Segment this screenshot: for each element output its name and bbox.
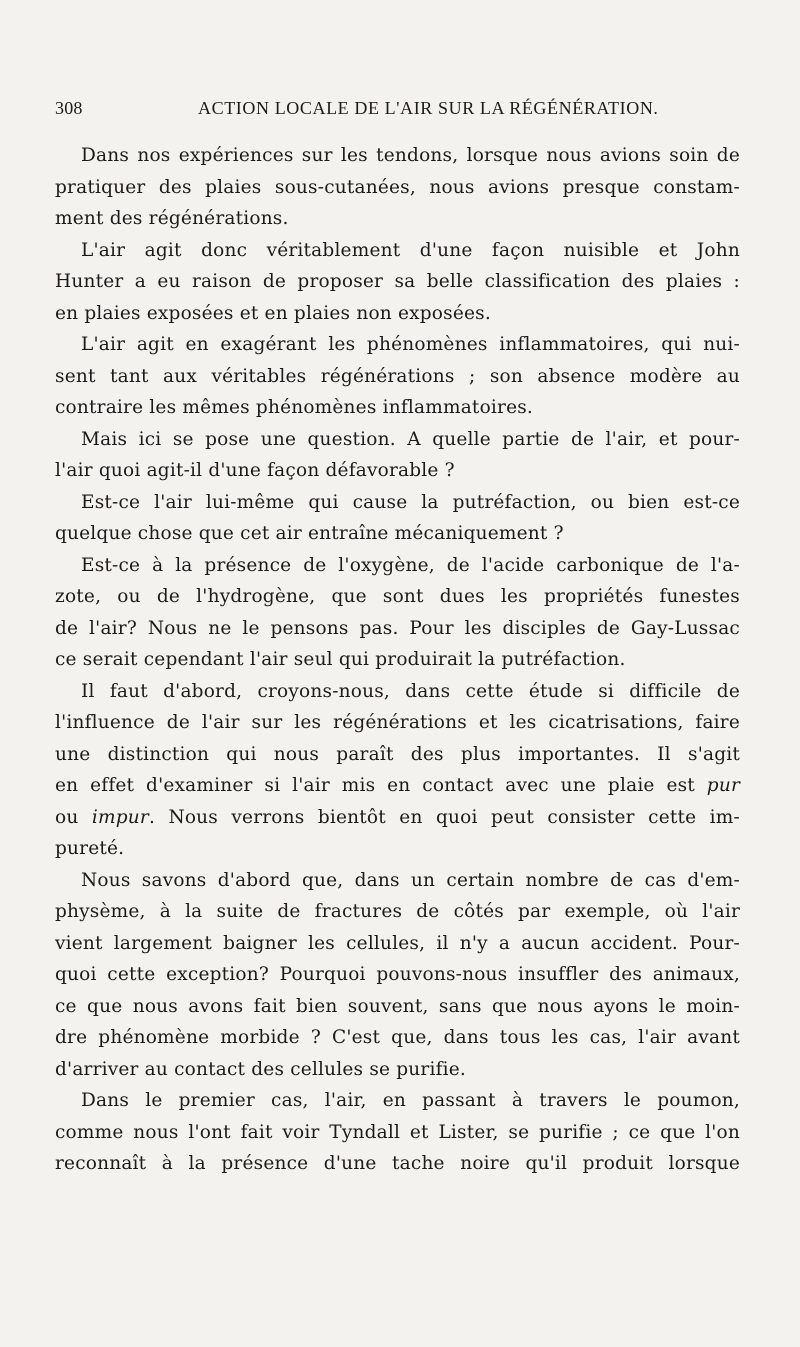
italic-word: impur — [91, 806, 149, 828]
text-line: vient largement baigner les cellules, il n'y a aucun accident. Pour- — [55, 932, 740, 954]
text-line: quoi cette exception? Pourquoi pouvons-nous insuffler des animaux, — [55, 964, 740, 985]
text-line: ce serait cependant l'air seul qui produirait la putréfaction. — [55, 649, 626, 670]
text-line: L'air agit donc véritablement d'une façon nuisible et John — [81, 239, 740, 261]
text-line: l'influence de l'air sur les régénérations et les cicatrisations, faire — [55, 712, 740, 733]
text-line: Hunter a eu raison de proposer sa belle classification des plaies : — [55, 271, 740, 292]
text-line: Est-ce l'air lui-même qui cause la putréfaction, ou bien est-ce — [81, 491, 740, 513]
text-line: Est-ce à la présence de l'oxygène, de l'acide carbonique de l'a- — [81, 554, 740, 576]
text-line: quelque chose que cet air entraîne mécaniquement ? — [55, 523, 564, 544]
text-line: l'air quoi agit-il d'une façon défavorable ? — [55, 460, 455, 481]
text-line: reconnaît à la présence d'une tache noire qu'il produit lorsque — [55, 1153, 740, 1174]
running-head: ACTION LOCALE DE L'AIR SUR LA RÉGÉNÉRATION. — [198, 98, 659, 118]
page-header — [55, 98, 755, 124]
page-number: 308 — [55, 98, 83, 118]
text-line: pureté. — [55, 838, 125, 859]
text-segment: en effet d'examiner si l'air mis en contact avec une plaie est — [55, 775, 707, 796]
text-line: Mais ici se pose une question. A quelle partie de l'air, et pour- — [81, 428, 740, 450]
text-line: sent tant aux véritables régénérations ; son absence modère au — [55, 365, 740, 387]
text-line: ce que nous avons fait bien souvent, sans que nous ayons le moin- — [55, 995, 740, 1017]
text-line: pratiquer des plaies sous-cutanées, nous avions presque constam- — [55, 176, 740, 198]
text-line — [55, 802, 740, 834]
text-line: physème, à la suite de fractures de côtés par exemple, où l'air — [55, 901, 740, 922]
text-line — [55, 770, 740, 802]
text-segment: . Nous verrons bientôt en quoi peut consister cette im- — [148, 806, 740, 828]
text-line: Nous savons d'abord que, dans un certain nombre de cas d'em- — [81, 869, 740, 891]
italic-word: pur — [706, 775, 740, 796]
text-line: en plaies exposées et en plaies non exposées. — [55, 302, 491, 324]
text-line: de l'air? Nous ne le pensons pas. Pour les disciples de Gay-Lussac — [55, 617, 740, 639]
text-line: comme nous l'ont fait voir Tyndall et Lister, se purifie ; ce que l'on — [55, 1121, 740, 1143]
text-line: d'arriver au contact des cellules se purifie. — [55, 1058, 466, 1080]
text-line: Il faut d'abord, croyons-nous, dans cette étude si difficile de — [81, 680, 740, 702]
text-segment: ou — [55, 806, 92, 828]
text-line: Dans nos expériences sur les tendons, lorsque nous avions soin de — [81, 145, 740, 166]
text-line: zote, ou de l'hydrogène, que sont dues les propriétés funestes — [55, 586, 740, 607]
body-text — [55, 140, 740, 1180]
text-line: Dans le premier cas, l'air, en passant à travers le poumon, — [81, 1090, 740, 1111]
text-line: L'air agit en exagérant les phénomènes inflammatoires, qui nui- — [81, 334, 740, 355]
text-line: dre phénomène morbide ? C'est que, dans tous les cas, l'air avant — [55, 1027, 740, 1048]
text-line: une distinction qui nous paraît des plus importantes. Il s'agit — [55, 743, 740, 765]
text-line: ment des régénérations. — [55, 208, 289, 229]
text-line: contraire les mêmes phénomènes inflammatoires. — [55, 397, 533, 418]
